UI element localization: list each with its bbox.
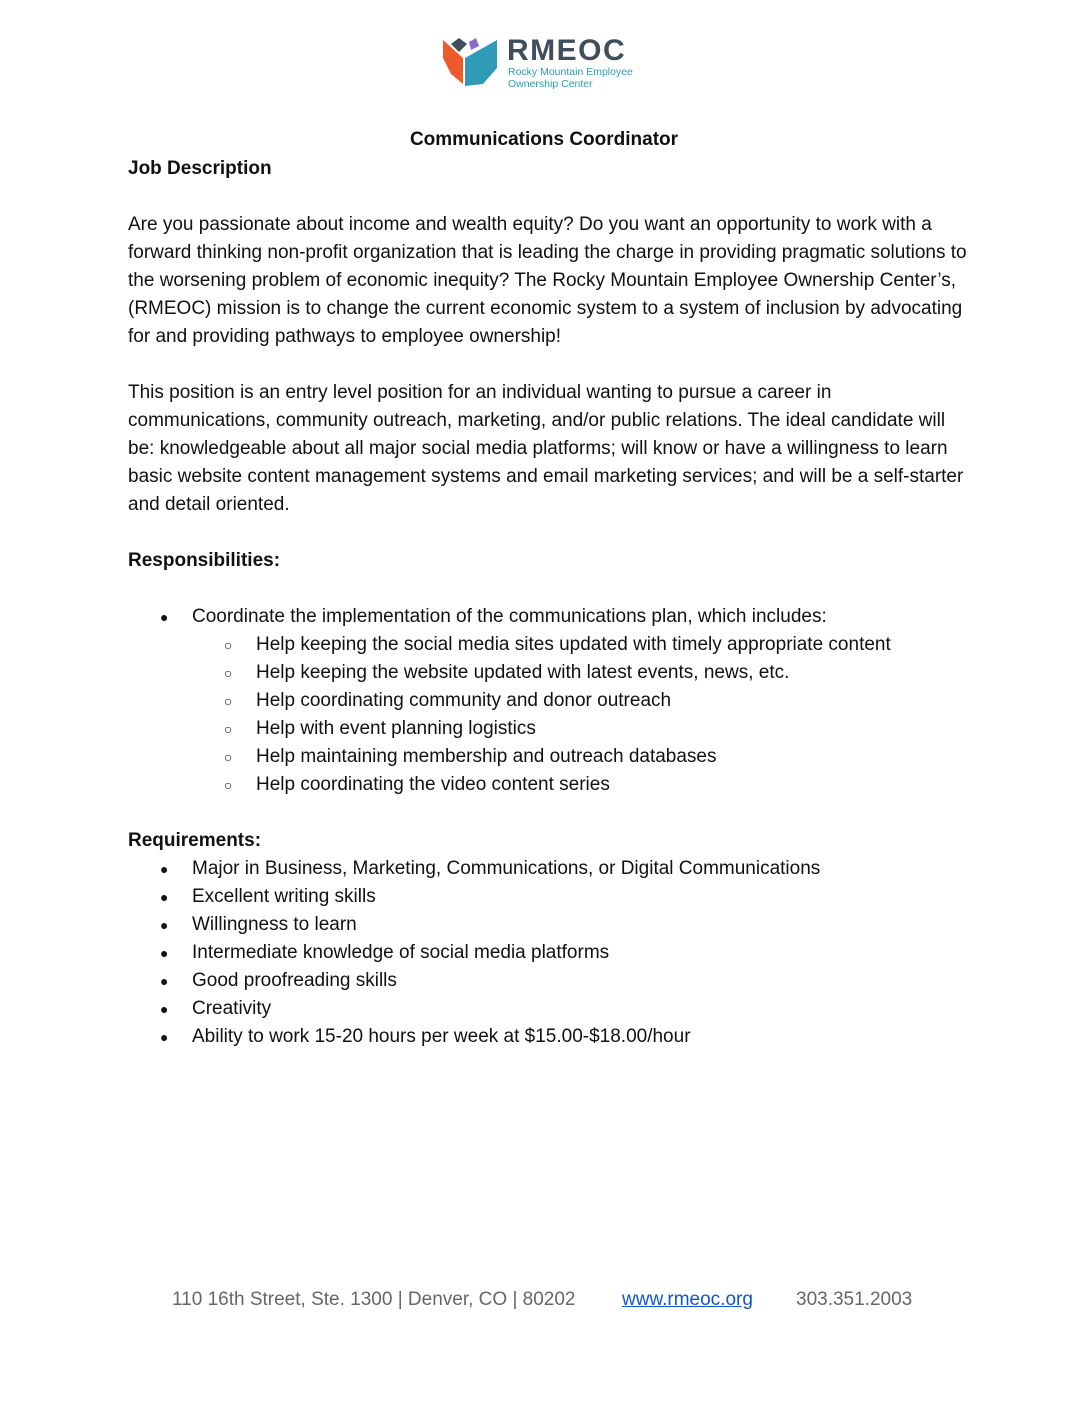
logo-mark-icon — [443, 36, 499, 90]
footer-website-link[interactable]: www.rmeoc.org — [622, 1289, 753, 1310]
footer-phone: 303.351.2003 — [796, 1289, 913, 1310]
logo-subtitle-line1: Rocky Mountain Employee — [508, 66, 633, 78]
responsibilities-heading: Responsibilities: — [128, 550, 281, 571]
list-item: ● Willingness to learn — [128, 911, 968, 939]
job-description-heading: Job Description — [128, 158, 272, 179]
list-item: ● Intermediate knowledge of social media platforms — [128, 939, 968, 967]
position-paragraph: This position is an entry level position for an individual wanting to pursue a career in communications, community outreach, marketing, and/or public relations. The ideal candidate will be: knowledgeable about all major social media platforms; will know or have a willingness to learn basic website content management systems and email marketing services; and will be a self-starter and detail oriented. — [128, 382, 964, 515]
list-item: ● Creativity — [128, 995, 968, 1023]
list-item: ● Ability to work 15-20 hours per week at $15.00-$18.00/hour — [128, 1023, 968, 1051]
list-item: ● Good proofreading skills — [128, 967, 968, 995]
list-item: ○ Help keeping the social media sites updated with timely appropriate content — [128, 631, 968, 659]
list-item: ○ Help keeping the website updated with latest events, news, etc. — [128, 659, 968, 687]
rmeoc-logo — [443, 36, 653, 96]
document-title: Communications Coordinator — [409, 129, 679, 150]
intro-paragraph: Are you passionate about income and wealth equity? Do you want an opportunity to work with a forward thinking non-profit organization that is leading the charge in providing pragmatic solutions to the worsening problem of economic inequity? The Rocky Mountain Employee Ownership Center’s, (RMEOC) mission is to change the current economic system to a system of inclusion by advocating for and providing pathways to employee ownership! — [128, 214, 967, 347]
list-item: ○ Help maintaining membership and outreach databases — [128, 743, 968, 771]
list-item: ○ Help with event planning logistics — [128, 715, 968, 743]
footer-address: 110 16th Street, Ste. 1300 | Denver, CO | 80202 — [172, 1289, 576, 1310]
requirements-list — [128, 855, 968, 1051]
list-item: ○ Help coordinating community and donor outreach — [128, 687, 968, 715]
responsibilities-list — [128, 603, 968, 799]
list-item: ● Major in Business, Marketing, Communications, or Digital Communications — [128, 855, 968, 883]
list-item: ○ Help coordinating the video content series — [128, 771, 968, 799]
list-item: ● Coordinate the implementation of the communications plan, which includes: — [128, 603, 968, 631]
logo-name: RMEOC — [507, 34, 627, 67]
requirements-heading: Requirements: — [128, 830, 262, 851]
logo-subtitle — [508, 66, 658, 90]
logo-subtitle-line2: Ownership Center — [508, 78, 593, 90]
document-body — [128, 155, 968, 1051]
list-item: ● Excellent writing skills — [128, 883, 968, 911]
